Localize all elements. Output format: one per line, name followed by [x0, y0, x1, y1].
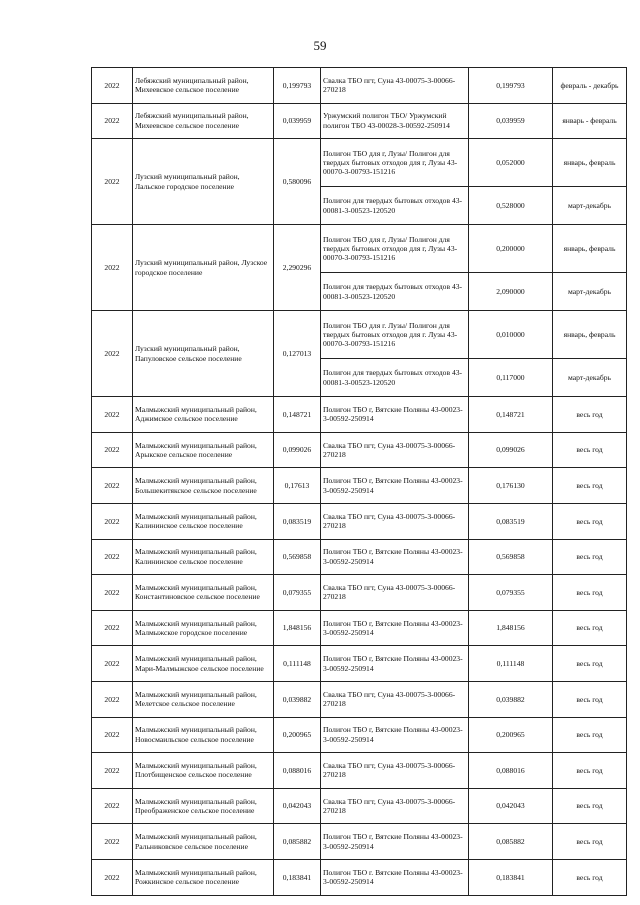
volume-cell: 0,088016: [469, 753, 553, 789]
municipality-cell: Малмыжский муниципальный район, Мелетское сельское поселение: [133, 681, 274, 717]
total-volume-cell: 2,290296: [274, 225, 321, 311]
municipality-cell: Лебяжский муниципальный район, Михеевское сельское поселение: [133, 103, 274, 139]
year-cell: 2022: [92, 610, 133, 646]
municipality-cell: Малмыжский муниципальный район, Арыкское сельское поселение: [133, 432, 274, 468]
total-volume-cell: 0,083519: [274, 503, 321, 539]
volume-cell: 0,117000: [469, 359, 553, 397]
total-volume-cell: 0,127013: [274, 311, 321, 397]
period-cell: весь год: [553, 503, 627, 539]
year-cell: 2022: [92, 103, 133, 139]
year-cell: 2022: [92, 539, 133, 575]
disposal-site-cell: Свалка ТБО пгт, Суна 43-00075-3-00066-270218: [321, 503, 469, 539]
period-cell: весь год: [553, 717, 627, 753]
disposal-site-cell: Полигон ТБО г, Вятские Поляны 43-00023-3-00592-250914: [321, 610, 469, 646]
volume-cell: 0,148721: [469, 397, 553, 433]
disposal-site-cell: Полигон для твердых бытовых отходов 43-00081-3-00523-120520: [321, 273, 469, 311]
total-volume-cell: 0,199793: [274, 68, 321, 104]
year-cell: 2022: [92, 468, 133, 504]
period-cell: март-декабрь: [553, 359, 627, 397]
period-cell: январь, февраль: [553, 225, 627, 273]
volume-cell: 0,079355: [469, 575, 553, 611]
volume-cell: 0,200000: [469, 225, 553, 273]
table-row: [92, 68, 627, 104]
disposal-site-cell: Полигон ТБО для г. Лузы/ Полигон для твердых бытовых отходов для г. Лузы 43-00070-3-00793-151216: [321, 311, 469, 359]
municipality-cell: Малмыжский муниципальный район, Калининское сельское поселение: [133, 539, 274, 575]
table-row: [92, 753, 627, 789]
year-cell: 2022: [92, 575, 133, 611]
disposal-site-cell: Свалка ТБО пгт, Суна 43-00075-3-00066-270218: [321, 681, 469, 717]
disposal-site-cell: Полигон ТБО для г, Лузы/ Полигон для твердых бытовых отходов для г, Лузы 43-00070-3-00793-151216: [321, 139, 469, 187]
table-row: [92, 575, 627, 611]
period-cell: январь - февраль: [553, 103, 627, 139]
year-cell: 2022: [92, 646, 133, 682]
period-cell: март-декабрь: [553, 187, 627, 225]
table-row: [92, 681, 627, 717]
year-cell: 2022: [92, 432, 133, 468]
disposal-site-cell: Свалка ТБО пгт, Суна 43-00075-3-00066-270218: [321, 788, 469, 824]
table-subrow: [92, 311, 627, 359]
year-cell: 2022: [92, 139, 133, 225]
year-cell: 2022: [92, 681, 133, 717]
year-cell: 2022: [92, 68, 133, 104]
period-cell: весь год: [553, 646, 627, 682]
table-row: [92, 432, 627, 468]
table-subrow: [92, 139, 627, 187]
year-cell: 2022: [92, 397, 133, 433]
volume-cell: 0,099026: [469, 432, 553, 468]
municipality-cell: Малмыжский муниципальный район, Ральниковское сельское поселение: [133, 824, 274, 860]
table-body: [92, 68, 627, 896]
volume-cell: 0,176130: [469, 468, 553, 504]
total-volume-cell: 0,099026: [274, 432, 321, 468]
volume-cell: 0,039882: [469, 681, 553, 717]
total-volume-cell: 0,111148: [274, 646, 321, 682]
year-cell: 2022: [92, 717, 133, 753]
municipality-cell: Малмыжский муниципальный район, Рожкинское сельское поселение: [133, 859, 274, 895]
period-cell: январь, февраль: [553, 311, 627, 359]
period-cell: весь год: [553, 610, 627, 646]
table-row: [92, 824, 627, 860]
table-row: [92, 539, 627, 575]
municipality-cell: Малмыжский муниципальный район, Калининское сельское поселение: [133, 503, 274, 539]
volume-cell: 0,183841: [469, 859, 553, 895]
total-volume-cell: 0,039959: [274, 103, 321, 139]
total-volume-cell: 0,148721: [274, 397, 321, 433]
year-cell: 2022: [92, 753, 133, 789]
total-volume-cell: 1,848156: [274, 610, 321, 646]
period-cell: весь год: [553, 468, 627, 504]
disposal-site-cell: Полигон ТБО г, Вятские Поляны 43-00023-3-00592-250914: [321, 646, 469, 682]
disposal-site-cell: Уржумский полигон ТБО/ Уржумский полигон ТБО 43-00028-3-00592-250914: [321, 103, 469, 139]
table-row: [92, 503, 627, 539]
period-cell: весь год: [553, 397, 627, 433]
period-cell: весь год: [553, 432, 627, 468]
period-cell: весь год: [553, 539, 627, 575]
period-cell: весь год: [553, 859, 627, 895]
year-cell: 2022: [92, 225, 133, 311]
total-volume-cell: 0,200965: [274, 717, 321, 753]
disposal-site-cell: Полигон ТБО г, Вятские Поляны 43-00023-3-00592-250914: [321, 824, 469, 860]
volume-cell: 0,010000: [469, 311, 553, 359]
municipality-cell: Малмыжский муниципальный район, Аджимское сельское поселение: [133, 397, 274, 433]
period-cell: февраль - декабрь: [553, 68, 627, 104]
disposal-site-cell: Полигон для твердых бытовых отходов 43-00081-3-00523-120520: [321, 359, 469, 397]
table-subrow: [92, 225, 627, 273]
volume-cell: 0,199793: [469, 68, 553, 104]
total-volume-cell: 0,079355: [274, 575, 321, 611]
period-cell: весь год: [553, 575, 627, 611]
volume-cell: 0,052000: [469, 139, 553, 187]
year-cell: 2022: [92, 311, 133, 397]
total-volume-cell: 0,085882: [274, 824, 321, 860]
period-cell: весь год: [553, 681, 627, 717]
volume-cell: 0,083519: [469, 503, 553, 539]
total-volume-cell: 0,042043: [274, 788, 321, 824]
period-cell: весь год: [553, 753, 627, 789]
volume-cell: 0,085882: [469, 824, 553, 860]
page-number: 59: [313, 38, 327, 53]
year-cell: 2022: [92, 824, 133, 860]
volume-cell: 0,042043: [469, 788, 553, 824]
disposal-site-cell: Свалка ТБО пгт, Суна 43-00075-3-00066-270218: [321, 432, 469, 468]
disposal-site-cell: Свалка ТБО пгт, Суна 43-00075-3-00066-270218: [321, 68, 469, 104]
municipality-cell: Малмыжский муниципальный район, Мари-Малмыжское сельское поселение: [133, 646, 274, 682]
disposal-site-cell: Полигон ТБО г. Вятские Поляны 43-00023-3-00592-250914: [321, 859, 469, 895]
table-row: [92, 788, 627, 824]
volume-cell: 1,848156: [469, 610, 553, 646]
disposal-site-cell: Полигон ТБО г, Вятские Поляны 43-00023-3-00592-250914: [321, 717, 469, 753]
total-volume-cell: 0,088016: [274, 753, 321, 789]
volume-cell: 0,111148: [469, 646, 553, 682]
total-volume-cell: 0,183841: [274, 859, 321, 895]
disposal-site-cell: Полигон ТБО для г, Лузы/ Полигон для твердых бытовых отходов для г, Лузы 43-00070-3-00793-151216: [321, 225, 469, 273]
municipality-cell: Лебяжский муниципальный район, Михеевское сельское поселение: [133, 68, 274, 104]
volume-cell: 0,039959: [469, 103, 553, 139]
volume-cell: 2,090000: [469, 273, 553, 311]
total-volume-cell: 0,569858: [274, 539, 321, 575]
period-cell: март-декабрь: [553, 273, 627, 311]
period-cell: январь, февраль: [553, 139, 627, 187]
municipality-cell: Лузский муниципальный район, Лузское городское поселение: [133, 225, 274, 311]
period-cell: весь год: [553, 788, 627, 824]
municipality-cell: Малмыжский муниципальный район, Плотбищенское сельское поселение: [133, 753, 274, 789]
disposal-site-cell: Полигон ТБО г, Вятские Поляны 43-00023-3-00592-250914: [321, 397, 469, 433]
municipality-cell: Малмыжский муниципальный район, Малмыжское городское поселение: [133, 610, 274, 646]
municipality-cell: Малмыжский муниципальный район, Преображенское сельское поселение: [133, 788, 274, 824]
total-volume-cell: 0,580096: [274, 139, 321, 225]
disposal-site-cell: Полигон ТБО г, Вятские Поляны 43-00023-3-00592-250914: [321, 539, 469, 575]
table-row: [92, 717, 627, 753]
total-volume-cell: 0,039882: [274, 681, 321, 717]
waste-allocation-table: [91, 67, 627, 896]
volume-cell: 0,528000: [469, 187, 553, 225]
total-volume-cell: 0,17613: [274, 468, 321, 504]
year-cell: 2022: [92, 859, 133, 895]
table-row: [92, 103, 627, 139]
table-row: [92, 646, 627, 682]
table-row: [92, 859, 627, 895]
municipality-cell: Малмыжский муниципальный район, Большекитякское сельское поселение: [133, 468, 274, 504]
table-row: [92, 397, 627, 433]
volume-cell: 0,200965: [469, 717, 553, 753]
municipality-cell: Лузский муниципальный район, Лальское городское поселение: [133, 139, 274, 225]
period-cell: весь год: [553, 824, 627, 860]
disposal-site-cell: Свалка ТБО пгт, Суна 43-00075-3-00066-270218: [321, 575, 469, 611]
year-cell: 2022: [92, 503, 133, 539]
disposal-site-cell: Полигон для твердых бытовых отходов 43-00081-3-00523-120520: [321, 187, 469, 225]
municipality-cell: Малмыжский муниципальный район, Новосмаильское сельское поселение: [133, 717, 274, 753]
municipality-cell: Лузский муниципальный район, Папуловское сельское поселение: [133, 311, 274, 397]
table-row: [92, 610, 627, 646]
disposal-site-cell: Свалка ТБО пгт, Суна 43-00075-3-00066-270218: [321, 753, 469, 789]
year-cell: 2022: [92, 788, 133, 824]
table-row: [92, 468, 627, 504]
municipality-cell: Малмыжский муниципальный район, Константиновское сельское поселение: [133, 575, 274, 611]
volume-cell: 0,569858: [469, 539, 553, 575]
disposal-site-cell: Полигон ТБО г, Вятские Поляны 43-00023-3-00592-250914: [321, 468, 469, 504]
